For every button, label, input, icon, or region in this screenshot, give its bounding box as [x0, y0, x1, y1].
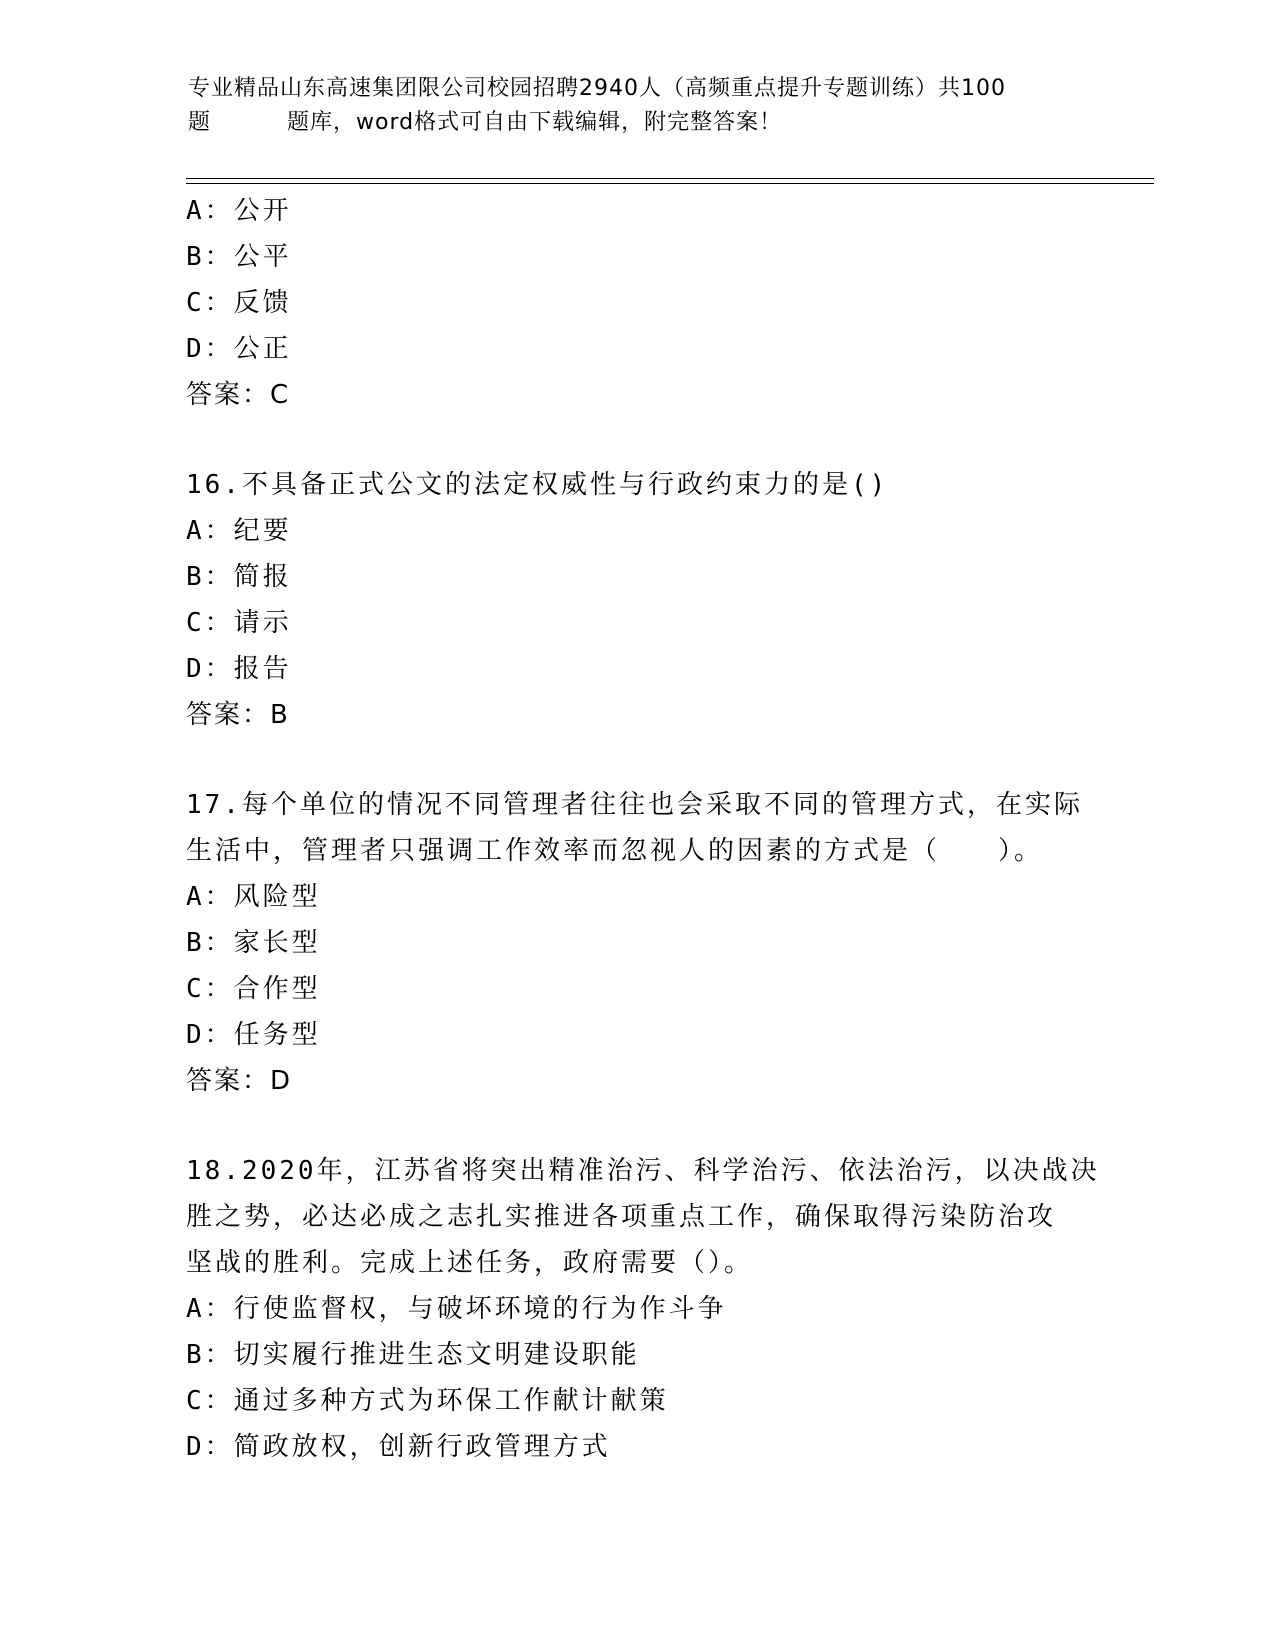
question-15-block	[186, 188, 1086, 418]
header-title-line-2	[188, 106, 1088, 140]
question-17-block	[186, 782, 1086, 1104]
answer-line: 答案：C	[186, 380, 291, 410]
option-c: C：合作型	[186, 974, 321, 1004]
option-a: A：公开	[186, 196, 292, 226]
option-b: B：简报	[186, 562, 292, 592]
option-d: D：任务型	[186, 1020, 321, 1050]
header-subtitle: 题库，word格式可自由下载编辑，附完整答案！	[287, 110, 783, 135]
question-16-block	[186, 462, 1086, 738]
question-stem-line-1: 17.每个单位的情况不同管理者往往也会采取不同的管理方式，在实际	[186, 790, 1083, 820]
header-title-line-1: 专业精品山东高速集团限公司校园招聘2940人（高频重点提升专题训练）共100	[188, 76, 1006, 101]
question-stem: 16.不具备正式公文的法定权威性与行政约束力的是()	[186, 470, 889, 500]
option-b: B：公平	[186, 242, 292, 272]
header-rule-bottom	[186, 183, 1154, 184]
header-title-fragment: 题	[188, 110, 212, 135]
option-c: C：反馈	[186, 288, 292, 318]
page-header	[188, 72, 1088, 140]
option-b: B：切实履行推进生态文明建设职能	[186, 1340, 640, 1370]
question-stem-line-3: 坚战的胜利。完成上述任务，政府需要（）。	[186, 1248, 754, 1278]
option-c: C：请示	[186, 608, 292, 638]
header-rule-top	[186, 178, 1154, 179]
option-a: A：风险型	[186, 882, 321, 912]
question-stem-line-2: 生活中，管理者只强调工作效率而忽视人的因素的方式是（ ）。	[186, 836, 1044, 866]
option-d: D：简政放权，创新行政管理方式	[186, 1432, 611, 1462]
answer-line: 答案：D	[186, 1066, 293, 1096]
option-b: B：家长型	[186, 928, 321, 958]
question-stem-line-2: 胜之势，必达必成之志扎实推进各项重点工作，确保取得污染防治攻	[186, 1202, 1057, 1232]
answer-line: 答案：B	[186, 700, 290, 730]
question-18-block	[186, 1148, 1100, 1470]
option-d: D：报告	[186, 654, 292, 684]
option-d: D：公正	[186, 334, 292, 364]
question-stem-line-1: 18.2020年，江苏省将突出精准治污、科学治污、依法治污，以决战决	[186, 1156, 1100, 1186]
option-a: A：行使监督权，与破坏环境的行为作斗争	[186, 1294, 727, 1324]
option-a: A：纪要	[186, 516, 292, 546]
question-content	[186, 188, 1100, 1470]
option-c: C：通过多种方式为环保工作献计献策	[186, 1386, 669, 1416]
